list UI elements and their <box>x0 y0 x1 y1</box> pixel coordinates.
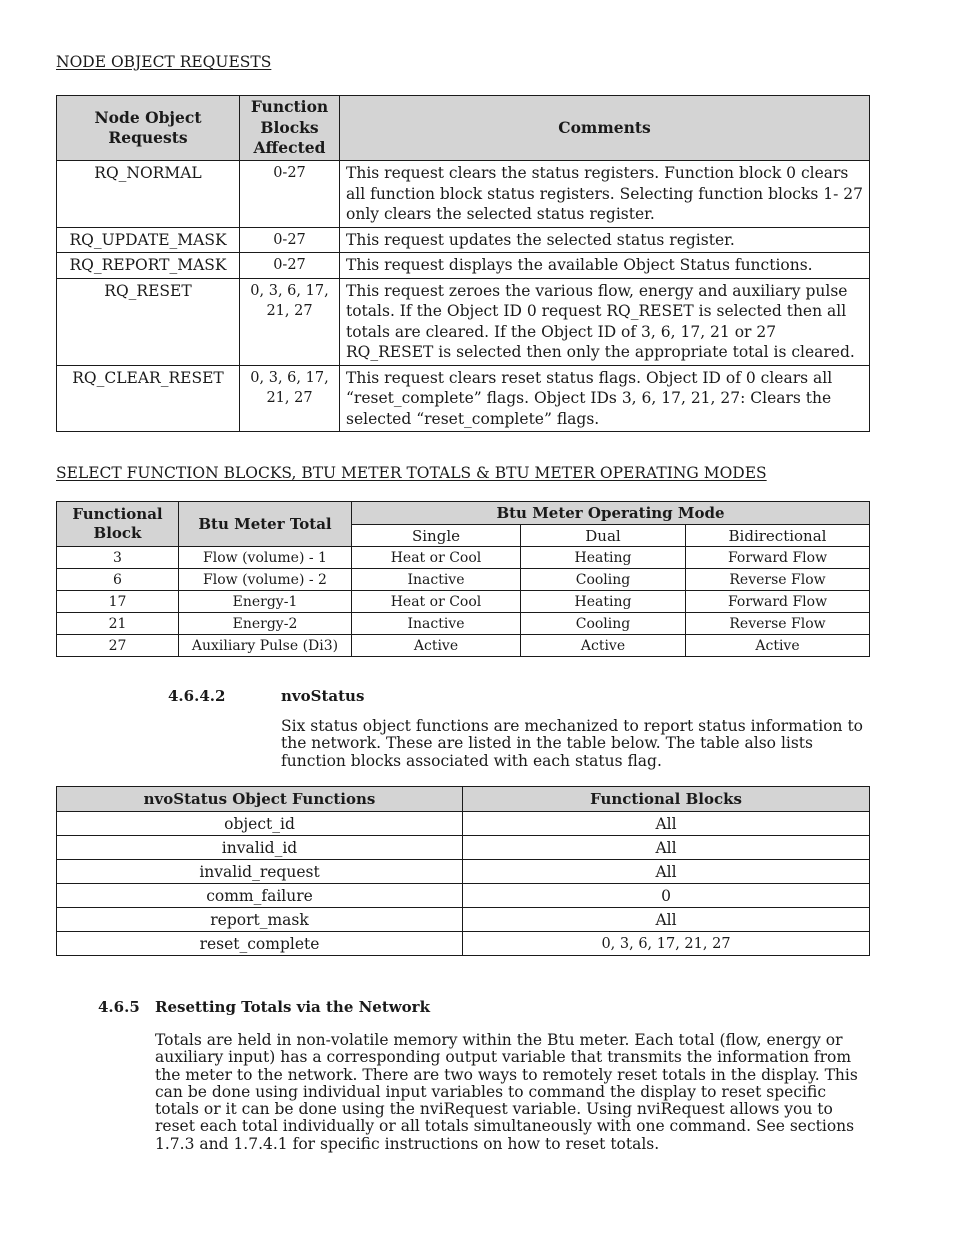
block-number: 21 <box>57 613 179 635</box>
table-header-row <box>57 96 870 161</box>
mode-bidirectional: Active <box>686 635 870 657</box>
mode-single: Heat or Cool <box>352 591 521 613</box>
column-header: Btu Meter Total <box>179 502 352 547</box>
mode-bidirectional: Reverse Flow <box>686 569 870 591</box>
request-name: RQ_UPDATE_MASK <box>57 227 240 253</box>
status-blocks: All <box>463 908 870 932</box>
status-function: object_id <box>57 812 463 836</box>
status-blocks: All <box>463 836 870 860</box>
status-function: report_mask <box>57 908 463 932</box>
status-blocks: All <box>463 812 870 836</box>
column-header: Function Blocks Affected <box>240 96 340 161</box>
mode-header: Bidirectional <box>686 525 870 547</box>
mode-bidirectional: Forward Flow <box>686 591 870 613</box>
mode-dual: Active <box>521 635 686 657</box>
table-row <box>57 860 870 884</box>
mode-dual: Cooling <box>521 569 686 591</box>
table-row <box>57 365 870 432</box>
table-row <box>57 547 870 569</box>
mode-dual: Heating <box>521 591 686 613</box>
mode-dual: Heating <box>521 547 686 569</box>
node-object-requests-heading: NODE OBJECT REQUESTS <box>56 53 272 71</box>
blocks-affected: 0, 3, 6, 17, 21, 27 <box>240 365 340 432</box>
status-blocks: All <box>463 860 870 884</box>
request-name: RQ_CLEAR_RESET <box>57 365 240 432</box>
resetting-description: Totals are held in non-volatile memory within the Btu meter. Each total (flow, energy or auxiliary input) has a corresponding output variable that transmits the information from the meter to the network. There are two ways to remotely reset totals in the display. This can be done using individual input variables to command the display to reset specific totals or it can be done using the nviRequest variable. Using nviRequest allows you to reset each total individually or all totals simultaneously with one command. See sections 1.7.3 and 1.7.4.1 for specific instructions on how to reset totals. <box>155 1031 858 1153</box>
request-comment: This request clears the status registers. Function block 0 clears all function block status registers. Selecting function blocks 1- 27 only clears the selected status register. <box>340 161 870 228</box>
blocks-affected: 0, 3, 6, 17, 21, 27 <box>240 278 340 365</box>
meter-total: Energy-2 <box>179 613 352 635</box>
nvostatus-description: Six status object functions are mechanized to report status information to the network. These are listed in the table below. The table also lists function blocks associated with each status flag. <box>281 717 863 770</box>
table-row <box>57 278 870 365</box>
table-header-row <box>57 502 870 525</box>
request-name: RQ_REPORT_MASK <box>57 253 240 279</box>
mode-single: Inactive <box>352 569 521 591</box>
request-comment: This request zeroes the various flow, energy and auxiliary pulse totals. If the Object ID 0 request RQ_RESET is selected then all totals are cleared. If the Object ID of 3, 6, 17, 21 or 27 RQ_RESET is selected then only the appropriate total is cleared. <box>340 278 870 365</box>
request-name: RQ_RESET <box>57 278 240 365</box>
section-title: Resetting Totals via the Network <box>155 998 430 1016</box>
section-title: nvoStatus <box>281 687 365 705</box>
block-number: 27 <box>57 635 179 657</box>
request-name: RQ_NORMAL <box>57 161 240 228</box>
mode-single: Active <box>352 635 521 657</box>
status-blocks: 0, 3, 6, 17, 21, 27 <box>463 932 870 956</box>
blocks-affected: 0-27 <box>240 253 340 279</box>
status-blocks: 0 <box>463 884 870 908</box>
mode-header: Dual <box>521 525 686 547</box>
column-header: Functional Blocks <box>463 787 870 812</box>
status-function: comm_failure <box>57 884 463 908</box>
table-row <box>57 908 870 932</box>
request-comment: This request clears reset status flags. Object ID of 0 clears all “reset_complete” flags. Object IDs 3, 6, 17, 21, 27: Clears the selected “reset_complete” flags. <box>340 365 870 432</box>
table-header-row <box>57 787 870 812</box>
table-row <box>57 812 870 836</box>
table-row <box>57 227 870 253</box>
column-header: Btu Meter Operating Mode <box>352 502 870 525</box>
table-row <box>57 161 870 228</box>
node-object-requests-table <box>56 95 870 432</box>
table-row <box>57 836 870 860</box>
nvostatus-table <box>56 786 870 956</box>
column-header: Node Object Requests <box>57 96 240 161</box>
table-row <box>57 253 870 279</box>
column-header: nvoStatus Object Functions <box>57 787 463 812</box>
status-function: invalid_request <box>57 860 463 884</box>
mode-header: Single <box>352 525 521 547</box>
section-number: 4.6.5 <box>98 998 140 1016</box>
meter-total: Flow (volume) - 2 <box>179 569 352 591</box>
meter-total: Energy-1 <box>179 591 352 613</box>
request-comment: This request displays the available Object Status functions. <box>340 253 870 279</box>
table-row <box>57 932 870 956</box>
function-blocks-table <box>56 501 870 657</box>
meter-total: Flow (volume) - 1 <box>179 547 352 569</box>
column-header: Functional Block <box>57 502 179 547</box>
table-row <box>57 613 870 635</box>
block-number: 6 <box>57 569 179 591</box>
mode-single: Heat or Cool <box>352 547 521 569</box>
function-blocks-heading: SELECT FUNCTION BLOCKS, BTU METER TOTALS & BTU METER OPERATING MODES <box>56 464 767 482</box>
status-function: invalid_id <box>57 836 463 860</box>
mode-single: Inactive <box>352 613 521 635</box>
column-header: Comments <box>340 96 870 161</box>
section-number: 4.6.4.2 <box>168 687 226 705</box>
block-number: 3 <box>57 547 179 569</box>
mode-bidirectional: Reverse Flow <box>686 613 870 635</box>
blocks-affected: 0-27 <box>240 161 340 228</box>
status-function: reset_complete <box>57 932 463 956</box>
block-number: 17 <box>57 591 179 613</box>
table-row <box>57 591 870 613</box>
request-comment: This request updates the selected status register. <box>340 227 870 253</box>
table-row <box>57 884 870 908</box>
blocks-affected: 0-27 <box>240 227 340 253</box>
mode-dual: Cooling <box>521 613 686 635</box>
table-row <box>57 569 870 591</box>
meter-total: Auxiliary Pulse (Di3) <box>179 635 352 657</box>
mode-bidirectional: Forward Flow <box>686 547 870 569</box>
table-row <box>57 635 870 657</box>
